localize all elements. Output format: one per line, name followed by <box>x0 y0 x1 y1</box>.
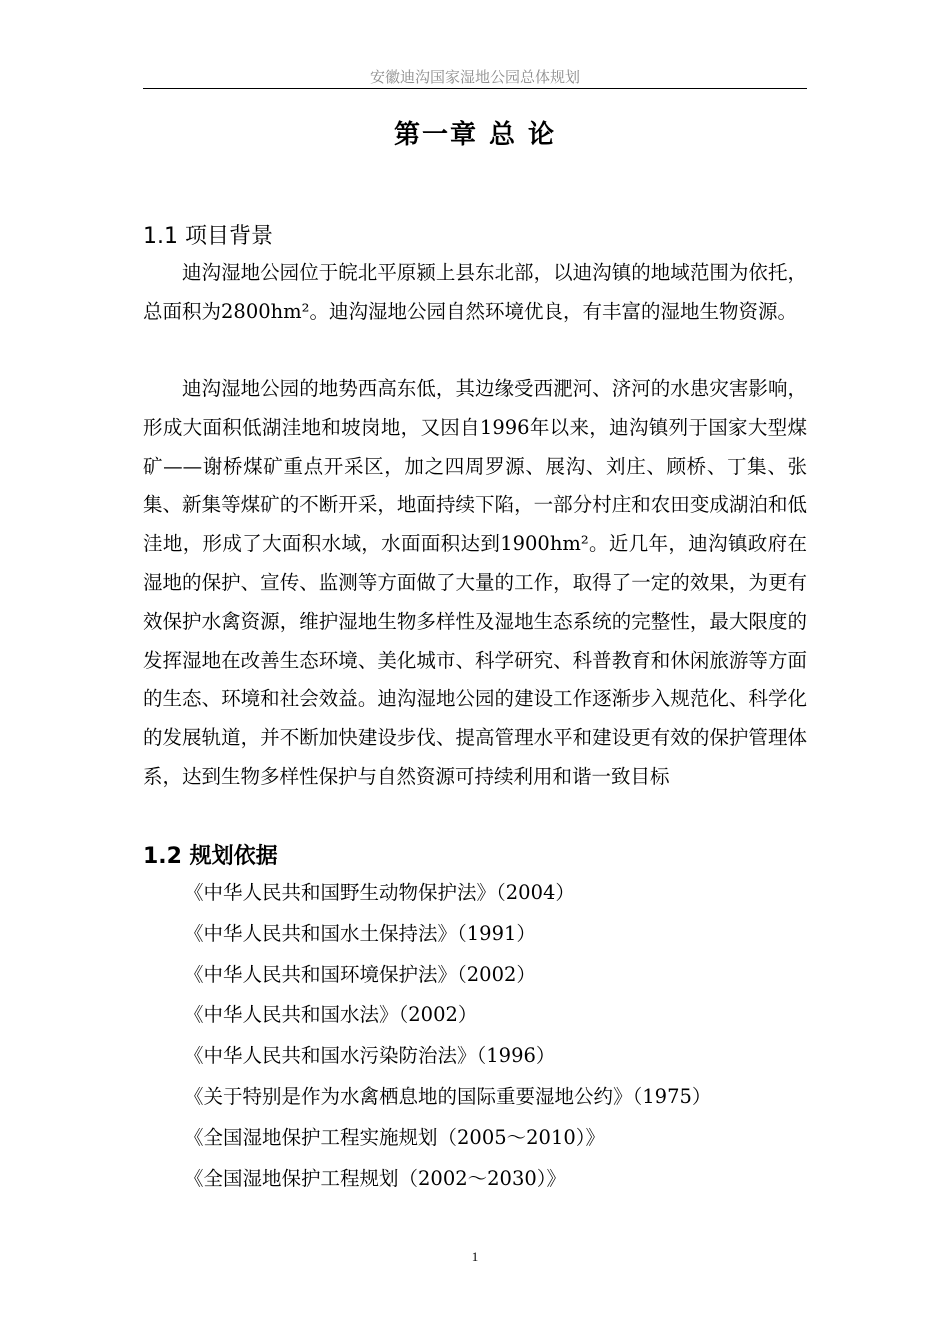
chapter-title: 第一章 总 论 <box>393 120 557 150</box>
paragraph-location: 迪沟湿地公园位于皖北平原颍上县东北部，以迪沟镇的地域范围为依托，总面积为2800hm²。迪沟湿地公园自然环境优良，有丰富的湿地生物资源。 <box>143 261 807 323</box>
header-rule <box>143 88 807 89</box>
list-item: 《中华人民共和国水法》（2002） <box>184 1003 478 1027</box>
list-item: 《中华人民共和国环境保护法》（2002） <box>184 962 536 986</box>
paragraph-background: 迪沟湿地公园的地势西高东低，其边缘受西淝河、济河的水患灾害影响，形成大面积低湖洼地和坡岗地，又因自1996年以来，迪沟镇列于国家大型煤矿——谢桥煤矿重点开采区，加之四周罗源、展沟、刘庄、顾桥、丁集、张集、新集等煤矿的不断开采，地面持续下陷，一部分村庄和农田变成湖泊和低洼地，形成了大面积水域，水面面积达到1900hm²。近几年，迪沟镇政府在湿地的保护、宣传、监测等方面做了大量的工作，取得了一定的效果，为更有效保护水禽资源，维护湿地生物多样性及湿地生态系统的完整性，最大限度的发挥湿地在改善生态环境、美化城市、科学研究、科普教育和休闲旅游等方面的生态、环境和社会效益。迪沟湿地公园的建设工作逐渐步入规范化、科学化的发展轨道，并不断加快建设步伐、提高管理水平和建设更有效的保护管理体系，达到生物多样性保护与自然资源可持续利用和谐一致目标 <box>143 377 807 788</box>
section-heading-planning-basis: 1.2 规划依据 <box>143 844 278 869</box>
regulation-list <box>184 873 711 1199</box>
list-item: 《中华人民共和国水土保持法》（1991） <box>184 921 536 945</box>
list-item: 《中华人民共和国水污染防治法》（1996） <box>184 1044 556 1068</box>
list-item: 《关于特别是作为水禽栖息地的国际重要湿地公约》（1975） <box>184 1084 712 1108</box>
list-item: 《中华人民共和国野生动物保护法》（2004） <box>184 881 575 904</box>
section-heading-project-background: 1.1 项目背景 <box>143 224 273 249</box>
list-item: 《全国湿地保护工程规划（2002～2030）》 <box>184 1166 567 1190</box>
list-item: 《全国湿地保护工程实施规划（2005～2010）》 <box>184 1125 606 1149</box>
page-number: 1 <box>471 1249 479 1264</box>
running-header: 安徽迪沟国家湿地公园总体规划 <box>369 68 580 86</box>
